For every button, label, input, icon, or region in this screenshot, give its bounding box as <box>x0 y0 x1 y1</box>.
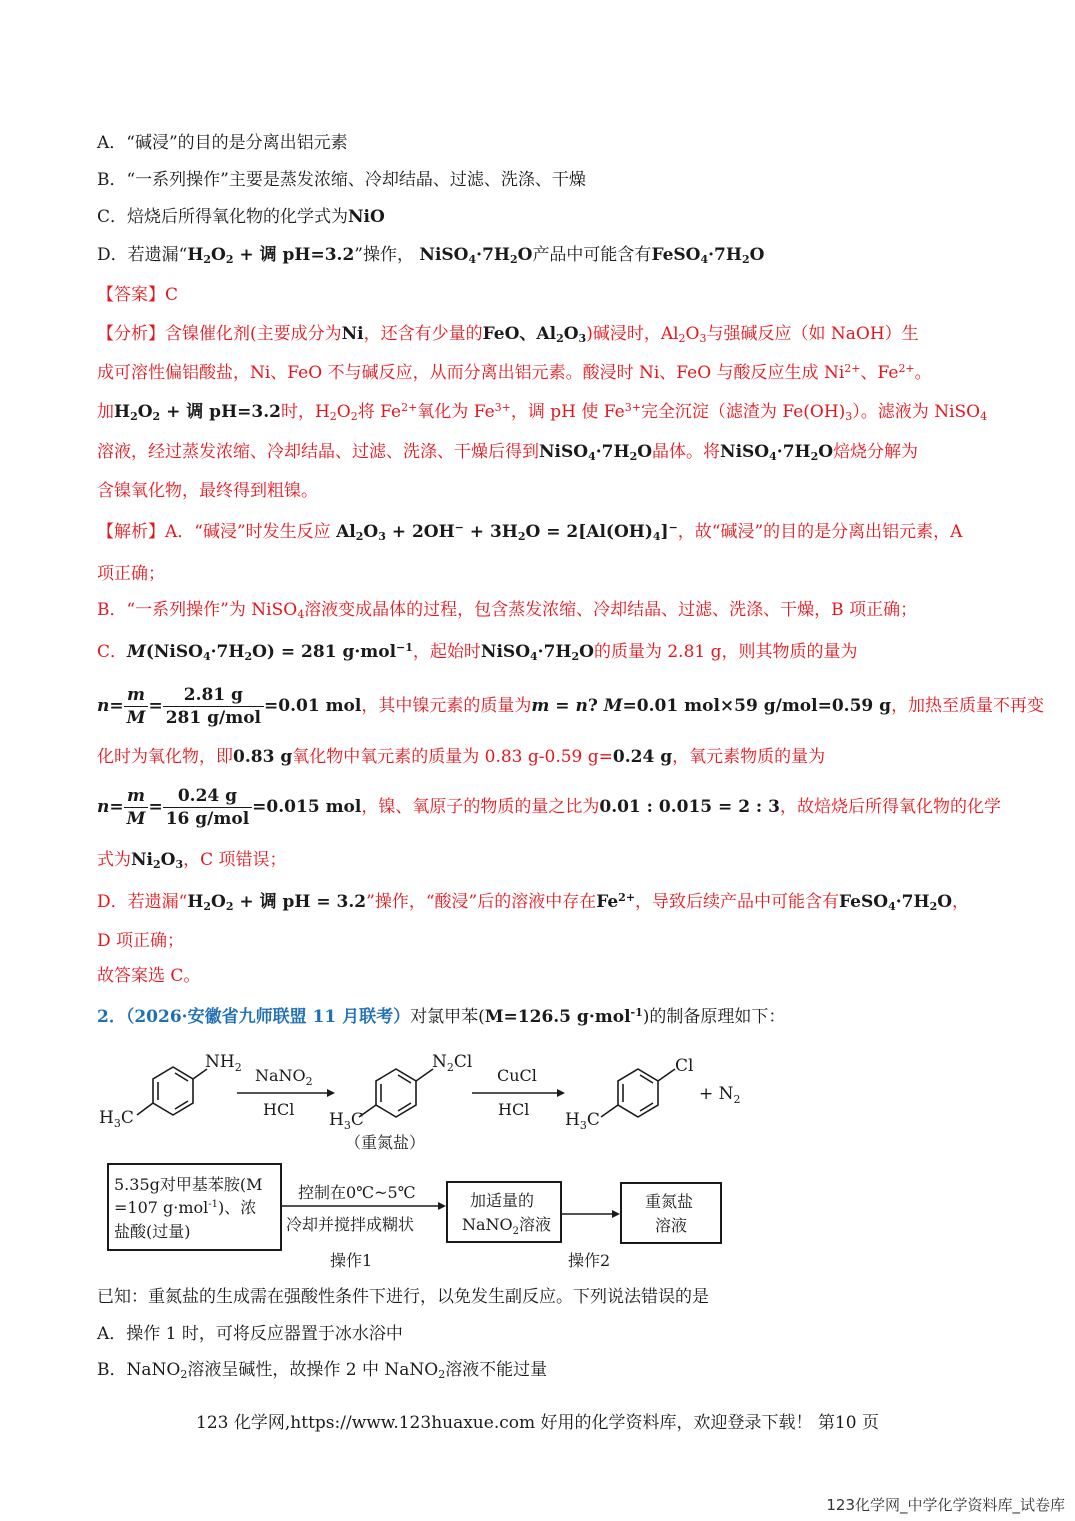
process-flow <box>100 1158 730 1278</box>
cl-label: Cl <box>675 1056 694 1076</box>
explain-c-line-3: 化时为氧化物，即0.83 g氧化物中氧元素的质量为 0.83 g-0.59 g=0.24 g，氧元素物质的量为 <box>97 747 826 767</box>
analysis-line-4: 溶液，经过蒸发浓缩、冷却结晶、过滤、洗涤、干燥后得到$NiSO_4\cdot 7H_2O$晶体。将$NiSO_4\cdot 7H_2O$焙烧分解为 <box>97 442 919 463</box>
arrow1-top-label: 控制在0℃~5℃ <box>298 1183 416 1202</box>
box1-line1: 5.35g对甲基苯胺(M <box>114 1175 263 1194</box>
analysis-line-2: 成可溶性偏铝酸盐，Ni、FeO 不与碱反应，从而分离出铝元素。酸浸时 Ni、FeO 与酸反应生成 $Ni^{2+}$、$Fe^{2+}$。 <box>97 362 932 383</box>
box2-line1: 加适量的 <box>470 1191 535 1210</box>
flow-arrow-head-1 <box>438 1202 446 1210</box>
q2-option-b: B．NaNO$_2$溶液呈碱性，故操作 2 中 NaNO$_2$溶液不能过量 <box>97 1360 548 1381</box>
plus-n2-label: + $N_2$ <box>699 1084 741 1106</box>
q2-stem: 2．（2026·安徽省九师联盟 11 月联考）对氯甲苯(M=126.5 g·mol$^{-1}$)的制备原理如下： <box>97 1006 786 1027</box>
explain-a-line-1: 【解析】A．“碱浸”时发生反应 $Al_2O_3 + 2OH^- + 3H_2O = 2[Al(OH)_4]^-$，故“碱浸”的目的是分离出铝元素，A <box>97 521 963 543</box>
explain-a-line-2: 项正确； <box>97 564 165 584</box>
explain-d-line-2: D 项正确； <box>97 931 185 951</box>
q2-option-a: A．操作 1 时，可将反应器置于冰水浴中 <box>97 1324 403 1344</box>
h3c-label-2: $H_3C$ <box>329 1110 364 1132</box>
explain-c-line-1: C．$M(NiSO_4\cdot 7H_2O) = 281$ g·mol$^{-1}$，起始时$NiSO_4\cdot 7H_2O$的质量为 2.81 g，则其物质的量为 <box>97 641 858 663</box>
analysis-line-1: 【分析】含镍催化剂(主要成分为Ni，还含有少量的FeO、$Al_2O_3$)碱浸时，$Al_2O_3$与强碱反应（如 NaOH）生 <box>97 324 919 345</box>
option-a: A．“碱浸”的目的是分离出铝元素 <box>97 133 348 153</box>
n2cl-label: $N_2Cl$ <box>432 1052 473 1074</box>
nh2-label: $NH_2$ <box>205 1052 242 1074</box>
analysis-line-3: 加$H_2O_2$ + 调 pH=3.2时，$H_2O_2$将 $Fe^{2+}$氧化为 $Fe^{3+}$，调 pH 使 $Fe^{3+}$完全沉淀（滤渣为 $Fe(OH)_3$）。滤液为 NiSO$_4$ <box>97 401 988 423</box>
reaction-scheme <box>95 1045 755 1155</box>
diazonium-structure <box>359 1069 433 1117</box>
analysis-line-5: 含镍氧化物，最终得到粗镍。 <box>97 481 318 501</box>
reagent1-bottom: HCl <box>263 1100 295 1119</box>
explain-b-line: B．“一系列操作”为 NiSO$_4$溶液变成晶体的过程，包含蒸发浓缩、冷却结晶、过滤、洗涤、干燥，B 项正确； <box>97 600 918 621</box>
reagent2-top: CuCl <box>497 1066 537 1085</box>
h3c-label-3: $H_3C$ <box>565 1110 600 1132</box>
option-c: C．焙烧后所得氧化物的化学式为NiO <box>97 207 385 227</box>
chlorotoluene-structure <box>601 1069 675 1117</box>
op2-label: 操作2 <box>568 1251 611 1270</box>
box2-line2: NaNO$_2$溶液 <box>462 1215 552 1237</box>
box1-line2: =107 g·mol$^{-1}$)、浓 <box>114 1198 257 1217</box>
watermark: 123化学网_中学化学资料库_试卷库 <box>826 1496 1065 1514</box>
reagent1-top: NaNO$_2$ <box>255 1066 313 1088</box>
arrow1-bottom-label: 冷却并搅拌成糊状 <box>286 1215 415 1234</box>
explain-c-line-2: n= $\frac{m}{M}$ = $\frac{2.81 g}{\text{281 g/mol}}$ =0.01 mol，其中镍元素的质量为m = n? M=0.01 mol×59 g/mol=0.59 g，加热至质量不再变 <box>97 685 1045 728</box>
explain-c-line-4: n= $\frac{m}{M}$ = $\frac{0.24 g}{\text{16 g/mol}}$ =0.015 mol，镍、氧原子的物质的量之比为0.01 : 0.015 = 2 : 3，故焙烧后所得氧化物的化学 <box>97 786 1001 829</box>
h3c-label-1: $H_3C$ <box>99 1108 134 1130</box>
arrow-head-2 <box>557 1089 565 1097</box>
reagent2-bottom: HCl <box>498 1100 530 1119</box>
arrow-head-1 <box>327 1089 335 1097</box>
op1-label: 操作1 <box>330 1251 373 1270</box>
page-footer: 123 化学网,https://www.123huaxue.com 好用的化学资料库，欢迎登录下载！ 第10 页 <box>196 1413 879 1433</box>
flow-arrow-head-2 <box>612 1210 620 1218</box>
explain-c-line-5: 式为$Ni_2O_3$，C 项错误； <box>97 850 287 871</box>
answer-line: 【答案】C <box>97 285 179 305</box>
toluidine-structure <box>137 1067 207 1115</box>
diazo-salt-label: （重氮盐） <box>345 1133 426 1152</box>
option-d: D．若遗漏“$H_2O_2$ + 调 pH=3.2”操作， $NiSO_4\cdot 7H_2O$产品中可能含有$FeSO_4\cdot 7H_2O$ <box>97 245 765 266</box>
explain-d-line-1: D．若遗漏“$H_2O_2$ + 调 pH = 3.2”操作，“酸浸”后的溶液中存在$Fe^{2+}$，导致后续产品中可能含有$FeSO_4\cdot 7H_2O$， <box>97 891 970 913</box>
box1-line3: 盐酸(过量) <box>114 1222 191 1241</box>
explain-final: 故答案选 C。 <box>97 966 201 986</box>
box3-line1: 重氮盐 <box>645 1192 694 1211</box>
q2-known: 已知：重氮盐的生成需在强酸性条件下进行，以免发生副反应。下列说法错误的是 <box>97 1287 709 1307</box>
option-b: B．“一系列操作”主要是蒸发浓缩、冷却结晶、过滤、洗涤、干燥 <box>97 170 586 190</box>
box3-line2: 溶液 <box>655 1216 688 1235</box>
